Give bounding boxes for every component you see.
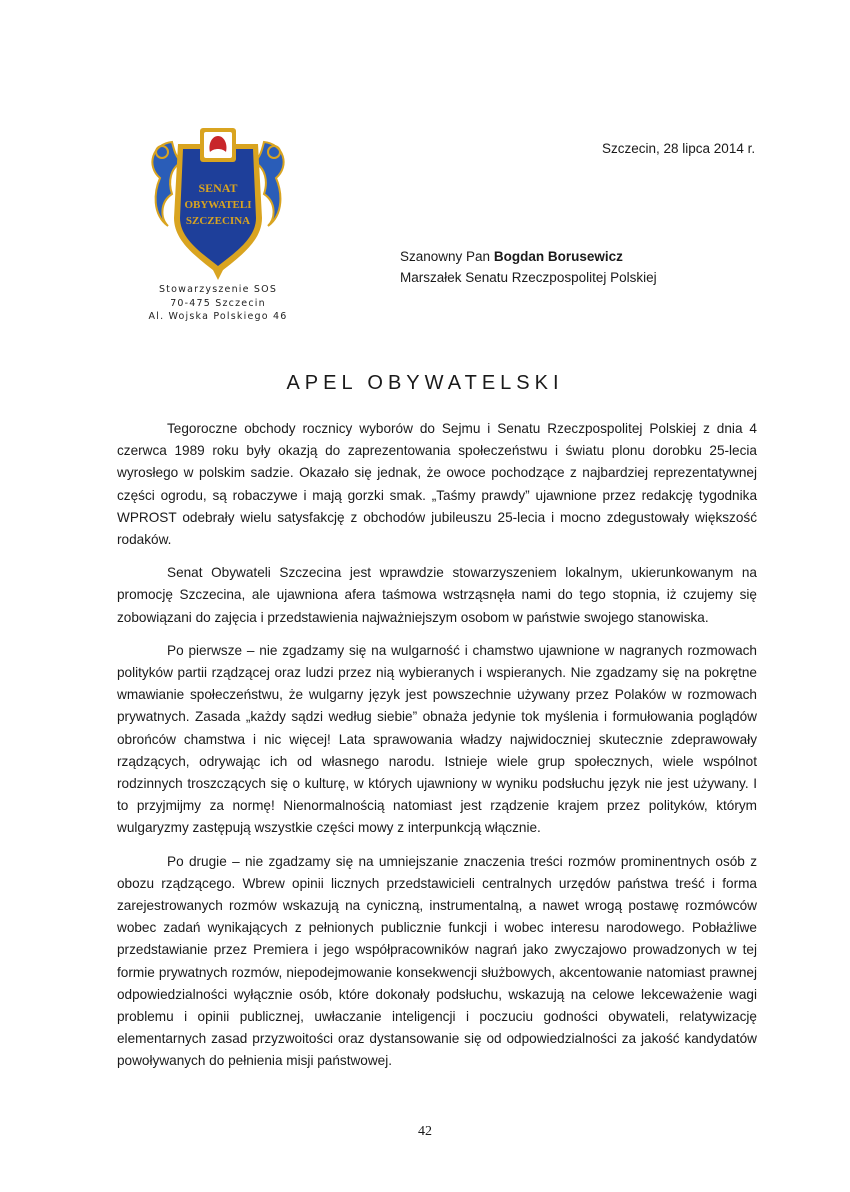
paragraph: Po pierwsze – nie zgadzamy się na wulgarność i chamstwo ujawnione w nagranych rozmowach polityków partii rządzącej oraz ludzi przez nią wybieranych i wspieranych. Nie zgadzamy się na pokrętne wmawianie społeczeństwu, że wulgarny język jest powszechnie używany przez Polaków w rozmowach prywatnych. Zasada „każdy sądzi według siebie” obnaża jedynie tok myślenia i formułowania poglądów obrońców chamstwa i nic więcej! Lata sprawowania władzy najwidoczniej skutecznie zdeprawowały rządzących, odrywając ich od własnego narodu. Istnieje wiele grup społecznych, wiele wspólnot rodzinnych troszczących się o kulturę, w których ujawniony w wyniku podsłuchu język nie jest używany. I to przyjmijmy za normę! Nienormalnością natomiast jest rządzenie krajem przez polityków, którym wulgaryzmy zastępują wszystkie części mowy z interpunkcją włącznie. — [117, 642, 757, 836]
letter-date: Szczecin, 28 lipca 2014 r. — [602, 141, 756, 156]
logo-line-3: SZCZECINA — [185, 215, 251, 227]
addressee-line — [400, 246, 657, 267]
page-number: 42 — [418, 1124, 432, 1139]
addressee-name: Bogdan Borusewicz — [493, 249, 623, 264]
document-title: APEL OBYWATELSKI — [286, 372, 564, 394]
logo-line-1: SENAT — [198, 181, 238, 195]
addressee-block — [400, 246, 657, 288]
addressee-title: Marszałek Senatu Rzeczpospolitej Polskiej — [400, 270, 657, 285]
organization-street: Al. Wojska Polskiego 46 — [148, 311, 288, 322]
paragraph: Senat Obywateli Szczecina jest wprawdzie stowarzyszeniem lokalnym, ukierunkowanym na promocję Szczecina, ale ujawniona afera taśmowa wstrząsnęła nami do tego stopnia, iż czujemy się zobowiązani do zajęcia i przedstawienia najważniejszym osobom w państwie swojego stanowiska. — [117, 565, 757, 625]
paragraph: Tegoroczne obchody rocznicy wyborów do Sejmu i Senatu Rzeczpospolitej Polskiej z dnia 4 czerwca 1989 roku były okazją do zaprezentowania społeczeństwu i światu plonu dorobku 25-lecia wyrosłego w polskim sadzie. Okazało się jednak, że owoce pochodzące z najbardziej reprezentatywnej części ogrodu, są robaczywe i mają gorzki smak. „Taśmy prawdy” ujawnione przez redakcję tygodnika WPROST odebrały wielu satysfakcję z obchodów jubileuszu 25-lecia i mocno zdegustowały większość rodaków. — [117, 421, 757, 548]
senat-obywateli-szczecina-logo — [138, 122, 298, 282]
organization-address — [118, 283, 318, 324]
letter-body — [117, 418, 757, 1084]
logo-line-2: OBYWATELI — [184, 199, 252, 211]
organization-name: Stowarzyszenie SOS — [158, 284, 278, 295]
organization-postal: 70-475 Szczecin — [170, 297, 266, 309]
paragraph: Po drugie – nie zgadzamy się na umniejszanie znaczenia treści rozmów prominentnych osób z obozu rządzącego. Wbrew opinii licznych przedstawicieli centralnych urzędów państwa treść i forma zarejestrowanych rozmów wskazują na cyniczną, instrumentalną, a nawet wrogą postawę rozmówców wobec zadań wynikających z pełnionych publicznie funkcji i wobec interesu narodowego. Pobłażliwe przedstawianie przez Premiera i jego współpracowników nagrań jako zwyczajowo prowadzonych w tej formie prywatnych rozmów, niepodejmowanie konsekwencji służbowych, akcentowanie natomiast prawnej odpowiedzialności wyłącznie osób, które dokonały podsłuchu, wskazują na celowe lekceważenie wagi problemu i opinii publicznej, uwłaczanie inteligencji i poczuciu godności obywateli, relatywizację elementarnych zasad przyzwoitości oraz dystansowanie się od odpowiedzialności za jakość kandydatów powoływanych do pełnienia misji państwowej. — [117, 853, 757, 1069]
crest-emblem — [138, 122, 298, 282]
addressee-salutation: Szanowny Pan — [400, 249, 491, 264]
